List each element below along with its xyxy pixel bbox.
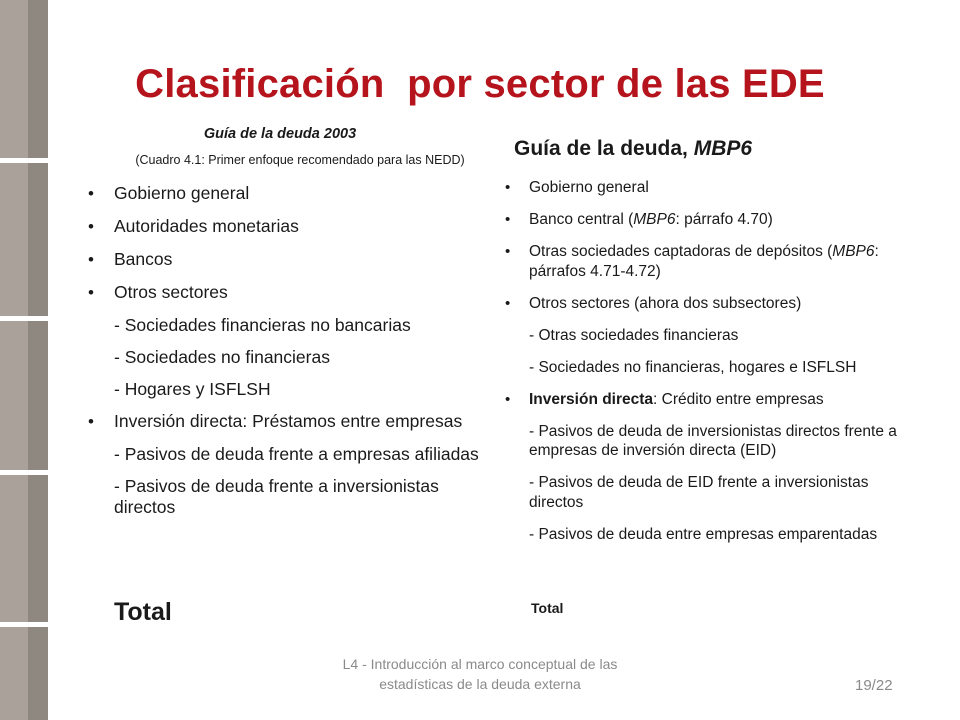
- right-heading-italic: MBP6: [693, 137, 753, 160]
- left-total-label: Total: [114, 598, 172, 626]
- list-subitem: - Hogares y ISFLSH: [114, 379, 271, 399]
- list-item: • Otros sectores: [114, 282, 489, 303]
- list-item: • Bancos: [114, 249, 489, 270]
- list-subitem: - Sociedades no financieras, hogares e ISFLSH: [529, 358, 857, 376]
- slide-footer: L4 - Introducción al marco conceptual de las estadísticas de la deuda externa: [342, 656, 618, 692]
- left-sector-list: [114, 183, 489, 529]
- list-item: • Otros sectores (ahora dos subsectores): [529, 294, 909, 314]
- list-subitem: - Pasivos de deuda de inversionistas directos frente a empresas de inversión directa (EID): [529, 422, 897, 459]
- page-number: 19/22: [855, 677, 893, 694]
- list-subitem: - Otras sociedades financieras: [529, 326, 739, 344]
- slide-title: Clasificación por sector de las EDE: [135, 62, 825, 106]
- stripe-divider: [0, 470, 48, 475]
- stripe-divider: [0, 158, 48, 163]
- list-item: • Inversión directa: Crédito entre empresas: [529, 390, 909, 410]
- list-subitem: - Pasivos de deuda entre empresas emparentadas: [529, 525, 878, 543]
- right-sector-list: [529, 178, 909, 557]
- list-item: • Otras sociedades captadoras de depósitos (MBP6: párrafos 4.71-4.72): [529, 242, 909, 281]
- list-subitem: - Pasivos de deuda de EID frente a inversionistas directos: [529, 474, 869, 511]
- left-column-heading: Guía de la deuda 2003: [203, 126, 357, 142]
- right-total-label: Total: [531, 600, 564, 616]
- list-item: • Banco central (MBP6: párrafo 4.70): [529, 210, 909, 230]
- stripe-divider: [0, 316, 48, 321]
- stripe-shade: [28, 0, 48, 720]
- list-item: • Gobierno general: [529, 178, 909, 198]
- left-column-subheading: (Cuadro 4.1: Primer enfoque recomendado para las NEDD): [135, 153, 465, 167]
- list-item: • Autoridades monetarias: [114, 216, 489, 237]
- list-item: • Inversión directa: Préstamos entre empresas: [114, 411, 489, 432]
- right-column-heading: [514, 137, 752, 161]
- right-heading-text: Guía de la deuda,: [514, 137, 694, 160]
- list-subitem: - Pasivos de deuda frente a inversionistas directos: [114, 476, 439, 517]
- decorative-side-stripe: [0, 0, 48, 720]
- list-subitem: - Sociedades no financieras: [114, 347, 330, 367]
- stripe-divider: [0, 622, 48, 627]
- list-item: • Gobierno general: [114, 183, 489, 204]
- list-subitem: - Sociedades financieras no bancarias: [114, 315, 411, 335]
- list-subitem: - Pasivos de deuda frente a empresas afiliadas: [114, 444, 479, 464]
